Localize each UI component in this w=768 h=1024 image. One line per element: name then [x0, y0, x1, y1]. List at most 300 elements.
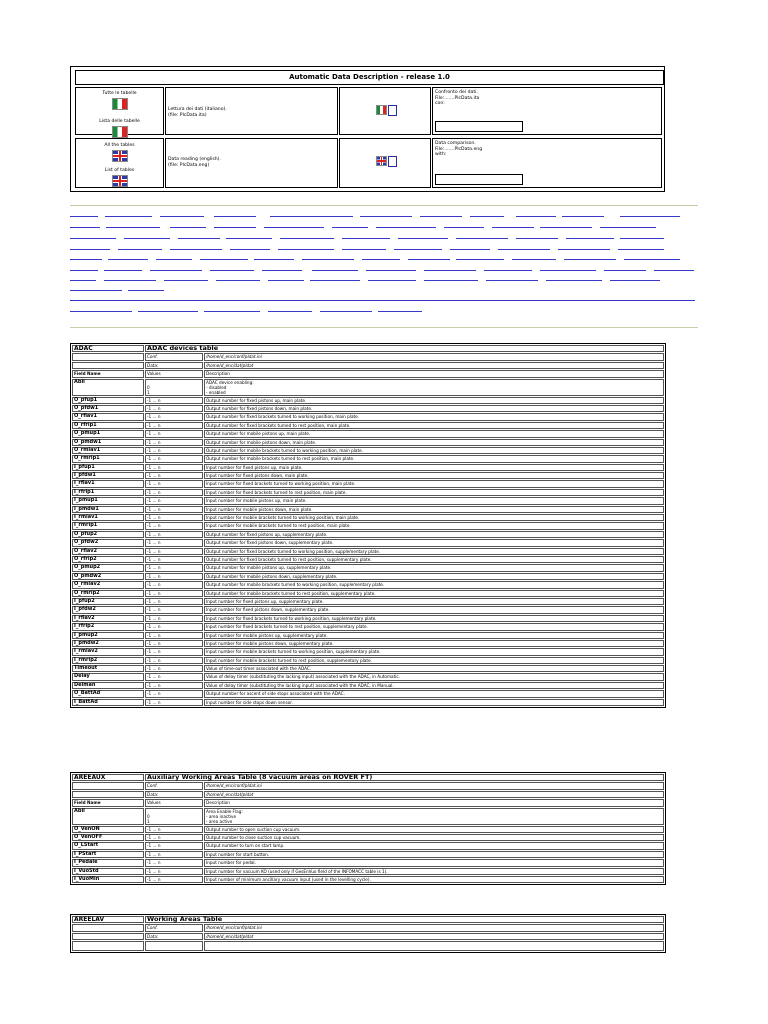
it-compare-title: Confronto dei dati. [435, 90, 478, 95]
table-link[interactable] [262, 270, 302, 271]
field-name: I_VuoStd [72, 868, 144, 875]
table-link[interactable] [562, 216, 604, 217]
table-row [72, 615, 664, 622]
empty-cell [145, 941, 203, 951]
table-row [72, 455, 664, 462]
italian-flag-icon[interactable] [76, 98, 163, 113]
en-read-file: (file: PlcData.eng) [168, 162, 210, 168]
field-name: I_rmlav2 [72, 648, 144, 655]
table-title: ADAC devices table [145, 345, 664, 352]
field-values: -1 ... n [145, 868, 203, 875]
table-row [72, 657, 664, 664]
field-description: Input number for fixed pistons up, main plate. [204, 464, 664, 471]
field-values: 0 1 [145, 808, 203, 825]
field-values: -1 ... n [145, 623, 203, 630]
col-header-values: Values [145, 370, 203, 377]
conf-label: Conf. [145, 924, 203, 931]
it-compare-with: con: [435, 101, 445, 106]
field-name: I_pfdw1 [72, 472, 144, 479]
table-link[interactable] [70, 311, 132, 312]
areelav-table [70, 914, 666, 953]
table-link[interactable] [600, 227, 656, 228]
field-values: -1 ... n [145, 699, 203, 706]
it-read-file: (file: PlcData.ita) [168, 112, 207, 118]
field-description: Output number for mobile pistons up, main plate. [204, 430, 664, 437]
table-row [72, 447, 664, 454]
empty-cell [72, 924, 144, 931]
field-name: I_pmdw1 [72, 506, 144, 513]
field-values: -1 ... n [145, 472, 203, 479]
field-name: I_pfup2 [72, 598, 144, 605]
table-row [72, 506, 664, 513]
table-link[interactable] [378, 311, 422, 312]
field-values: -1 ... n [145, 573, 203, 580]
field-name: I_rmrip1 [72, 522, 144, 529]
table-row [72, 464, 664, 471]
table-link[interactable] [210, 270, 254, 271]
table-link[interactable] [456, 238, 508, 239]
table-link[interactable] [342, 249, 386, 250]
table-link[interactable] [376, 227, 436, 228]
table-link[interactable] [70, 238, 116, 239]
field-values: -1 ... n [145, 439, 203, 446]
data-path: /home/d_enc/dat/pldat [204, 791, 664, 798]
field-name: I_pmdw2 [72, 640, 144, 647]
table-link[interactable] [342, 238, 390, 239]
en-read-button-cell [339, 138, 431, 188]
table-link[interactable] [546, 280, 602, 281]
field-description: Output number for fixed brackets turned to working position, main plate. [204, 413, 664, 420]
field-description: Output number for fixed brackets turned to working position, supplementary plate. [204, 548, 664, 555]
table-link[interactable] [424, 280, 478, 281]
field-name: Abil [72, 808, 144, 825]
table-link[interactable] [604, 270, 646, 271]
field-values: -1 ... n [145, 531, 203, 538]
table-link[interactable] [214, 227, 256, 228]
link-all-tables-it[interactable]: Tutte le tabelle [102, 91, 137, 96]
field-values: -1 ... n [145, 506, 203, 513]
table-link[interactable] [540, 270, 596, 271]
field-name: O_LStart [72, 842, 144, 849]
table-link[interactable] [270, 216, 353, 217]
table-link[interactable] [450, 249, 490, 250]
field-values: -1 ... n [145, 539, 203, 546]
empty-cell [72, 791, 144, 798]
link-list-tables-en[interactable]: List of tables [104, 168, 135, 173]
divider [70, 327, 698, 328]
field-name: O_pfdw2 [72, 539, 144, 546]
field-values: -1 ... n [145, 682, 203, 689]
field-name: O_pfdw1 [72, 405, 144, 412]
field-description: Input number for fixed pistons down, supplementary plate. [204, 606, 664, 613]
field-description: Input number for side stops down sensor. [204, 699, 664, 706]
table-link[interactable] [398, 238, 448, 239]
table-row [72, 868, 664, 875]
table-link[interactable] [70, 216, 98, 217]
field-name: O_rflav1 [72, 413, 144, 420]
areeaux-table [70, 772, 666, 885]
table-row [72, 623, 664, 630]
field-name: O_rfrip1 [72, 422, 144, 429]
table-link[interactable] [470, 216, 504, 217]
table-link[interactable] [204, 311, 260, 312]
field-values: -1 ... n [145, 397, 203, 404]
table-link[interactable] [394, 249, 442, 250]
page-title: Automatic Data Description - release 1.0 [75, 70, 664, 85]
table-link[interactable] [320, 311, 372, 312]
field-values: -1 ... n [145, 548, 203, 555]
field-values: -1 ... n [145, 489, 203, 496]
table-row [72, 514, 664, 521]
field-values: -1 ... n [145, 648, 203, 655]
table-link[interactable] [558, 249, 610, 250]
table-row [72, 422, 664, 429]
table-link[interactable] [302, 259, 354, 260]
table-title: Working Areas Table [145, 916, 664, 923]
table-link[interactable] [486, 280, 538, 281]
field-name: O_pfup1 [72, 397, 144, 404]
data-label: Data: [145, 362, 203, 369]
data-path: /home/d_enc/dat/pldat [204, 933, 664, 940]
table-row [72, 859, 664, 866]
table-row [72, 397, 664, 404]
it-read-button-cell [339, 87, 431, 135]
field-description: Value of delay timer (substituting the lacking input) associated with the ADAC, in Manual. [204, 682, 664, 689]
field-description: Value of delay timer (substituting the lacking input) associated with the ADAC, in Automatic. [204, 673, 664, 680]
table-link[interactable] [620, 238, 664, 239]
table-link[interactable] [70, 290, 122, 291]
table-link[interactable] [492, 227, 534, 228]
empty-cell [72, 933, 144, 940]
table-link[interactable] [264, 227, 324, 228]
table-name: AREEAUX [72, 774, 144, 781]
field-description: Output number to turn on start lamp. [204, 842, 664, 849]
field-values: -1 ... n [145, 851, 203, 858]
field-name: I_rfrip1 [72, 489, 144, 496]
it-compare-cell [432, 87, 662, 135]
table-link[interactable] [105, 216, 152, 217]
table-row [72, 851, 664, 858]
table-link[interactable] [654, 270, 694, 271]
table-link[interactable] [70, 259, 102, 260]
field-values: -1 ... n [145, 556, 203, 563]
table-row [72, 842, 664, 849]
field-values: -1 ... n [145, 826, 203, 833]
field-description: Output number for fixed pistons up, main plate. [204, 397, 664, 404]
table-link[interactable] [618, 249, 664, 250]
field-values: -1 ... n [145, 632, 203, 639]
table-link[interactable] [420, 216, 462, 217]
english-document-icon[interactable] [376, 156, 397, 169]
field-values: -1 ... n [145, 514, 203, 521]
table-row [72, 489, 664, 496]
field-values: -1 ... n [145, 464, 203, 471]
it-compare-input[interactable] [435, 121, 523, 132]
en-compare-with: with: [435, 152, 447, 157]
table-link[interactable] [424, 270, 476, 271]
table-row [72, 539, 664, 546]
field-name: I_rmrip2 [72, 657, 144, 664]
field-name: O_rflav2 [72, 548, 144, 555]
it-compare-file: File:.......PlcData.ita [435, 95, 480, 101]
field-values: -1 ... n [145, 615, 203, 622]
table-link[interactable] [70, 270, 98, 271]
table-link[interactable] [566, 238, 614, 239]
field-description: Output number for mobile brackets turned to working position, supplementary plate. [204, 581, 664, 588]
empty-cell [72, 362, 144, 369]
table-link[interactable] [104, 280, 156, 281]
table-row [72, 640, 664, 647]
table-row [72, 826, 664, 833]
table-row [72, 690, 664, 697]
table-link[interactable] [312, 270, 358, 271]
field-values: -1 ... n [145, 455, 203, 462]
field-values: -1 ... n [145, 690, 203, 697]
table-name: AREELAV [72, 916, 144, 923]
en-compare-cell [432, 138, 662, 188]
table-link[interactable] [456, 259, 504, 260]
field-name: I_pfup1 [72, 464, 144, 471]
empty-cell [72, 353, 144, 360]
link-list-tables-it[interactable]: Lista delle tabelle [99, 119, 140, 124]
en-read-desc: Data reading (english). [168, 157, 221, 162]
field-name: Timeout [72, 665, 144, 672]
table-row [72, 548, 664, 555]
table-row [72, 606, 664, 613]
table-link[interactable] [484, 270, 532, 271]
field-description: Input number for mobile brackets turned to rest position, supplementary plate. [204, 657, 664, 664]
col-header-description: Description [204, 799, 664, 806]
field-name: O_VenOFF [72, 834, 144, 841]
table-link[interactable] [128, 290, 164, 291]
en-compare-input[interactable] [435, 174, 523, 185]
table-link[interactable] [70, 227, 100, 228]
table-link[interactable] [516, 216, 556, 217]
table-link[interactable] [408, 259, 450, 260]
field-values: -1 ... n [145, 405, 203, 412]
table-row [72, 439, 664, 446]
field-name: O_VenON [72, 826, 144, 833]
empty-cell [72, 782, 144, 789]
data-label: Data: [145, 933, 203, 940]
table-link[interactable] [540, 227, 592, 228]
field-description: Input number for mobile pistons up, supplementary plate. [204, 632, 664, 639]
field-values: -1 ... n [145, 522, 203, 529]
field-description: Value of time-out timer associated with the ADAC. [204, 665, 664, 672]
table-link[interactable] [498, 249, 550, 250]
field-description: Input number for fixed pistons down, main plate. [204, 472, 664, 479]
field-values: 0 1 [145, 379, 203, 396]
field-values: -1 ... n [145, 564, 203, 571]
italian-document-icon[interactable] [376, 105, 397, 118]
table-row [72, 573, 664, 580]
divider [70, 205, 698, 206]
table-row [72, 581, 664, 588]
table-link[interactable] [610, 280, 660, 281]
field-description: Input number for mobile brackets turned to working position, supplementary plate. [204, 648, 664, 655]
table-link[interactable] [216, 280, 260, 281]
table-link[interactable] [164, 280, 208, 281]
table-row [72, 480, 664, 487]
data-path: /home/d_enc/dat/pldat [204, 362, 664, 369]
table-link[interactable] [254, 259, 294, 260]
table-row [72, 590, 664, 597]
field-name: I_rmlav1 [72, 514, 144, 521]
field-description: Output number for mobile pistons down, main plate. [204, 439, 664, 446]
table-link[interactable] [278, 249, 334, 250]
field-name: I_BattAd [72, 699, 144, 706]
table-title: Auxiliary Working Areas Table (8 vacuum areas on ROVER FT) [145, 774, 664, 781]
table-row [72, 430, 664, 437]
field-values: -1 ... n [145, 834, 203, 841]
table-link[interactable] [516, 238, 558, 239]
field-name: I_pfdw2 [72, 606, 144, 613]
field-name: I_Pedale [72, 859, 144, 866]
field-values: -1 ... n [145, 581, 203, 588]
english-flag-icon[interactable] [76, 175, 163, 190]
field-values: -1 ... n [145, 673, 203, 680]
field-description: Input number of minimum ancillary vacuum input (used in the levelling cycle). [204, 876, 664, 883]
table-link[interactable] [366, 270, 416, 271]
table-link[interactable] [310, 280, 360, 281]
field-description: Output number for mobile brackets turned to rest position, supplementary plate. [204, 590, 664, 597]
table-link[interactable] [332, 227, 368, 228]
table-link[interactable] [70, 280, 96, 281]
field-name: O_pmup1 [72, 430, 144, 437]
field-description: Input number for mobile brackets turned to rest position, main plate. [204, 522, 664, 529]
col-header-field: Field Name [72, 799, 144, 806]
field-values: -1 ... n [145, 480, 203, 487]
table-link[interactable] [226, 238, 272, 239]
table-row [72, 673, 664, 680]
conf-label: Conf. [145, 782, 203, 789]
en-tables-cell [75, 138, 164, 188]
table-link[interactable] [512, 259, 556, 260]
table-link[interactable] [70, 300, 695, 301]
table-link[interactable] [230, 249, 270, 250]
link-all-tables-en[interactable]: All the tables [104, 143, 135, 148]
field-name: I_pmup2 [72, 632, 144, 639]
field-name: O_rmrip1 [72, 455, 144, 462]
field-description: Input number for fixed brackets turned to rest position, main plate. [204, 489, 664, 496]
table-row [72, 648, 664, 655]
table-row [72, 699, 664, 706]
table-link[interactable] [108, 259, 148, 260]
field-description: Input number for pedal. [204, 859, 664, 866]
table-link[interactable] [362, 259, 400, 260]
table-row [72, 556, 664, 563]
it-tables-cell [75, 87, 164, 135]
table-link[interactable] [444, 227, 484, 228]
field-name: I_rfrip2 [72, 623, 144, 630]
field-values: -1 ... n [145, 422, 203, 429]
field-name: O_rfrip2 [72, 556, 144, 563]
table-link[interactable] [106, 227, 160, 228]
field-description: Input number for fixed brackets turned to working position, main plate. [204, 480, 664, 487]
conf-path: /home/d_enc/conf/pldat.ini [204, 782, 664, 789]
col-header-field: Field Name [72, 370, 144, 377]
table-link[interactable] [70, 249, 110, 250]
table-link[interactable] [268, 280, 304, 281]
field-description: Input number for vacuum KO (used only if GesEnVuo field of the INFOMACC table is 1). [204, 868, 664, 875]
field-description: Output number to close suction cup vacuum. [204, 834, 664, 841]
table-link[interactable] [620, 216, 680, 217]
field-description: Output number for fixed brackets turned to rest position, supplementary plate. [204, 556, 664, 563]
empty-cell [72, 941, 144, 951]
field-description: Output number for mobile brackets turned to rest position, main plate. [204, 455, 664, 462]
field-name: I_rflav1 [72, 480, 144, 487]
field-name: O_pmdw1 [72, 439, 144, 446]
field-name: I_rflav2 [72, 615, 144, 622]
field-description: Input number for mobile brackets turned to working position, main plate. [204, 514, 664, 521]
table-row [72, 598, 664, 605]
table-row [72, 497, 664, 504]
conf-label: Conf. [145, 353, 203, 360]
table-link[interactable] [170, 249, 222, 250]
table-link[interactable] [170, 227, 206, 228]
table-row [72, 834, 664, 841]
table-link[interactable] [160, 216, 204, 217]
field-values: -1 ... n [145, 876, 203, 883]
field-name: Abil [72, 379, 144, 396]
table-link[interactable] [118, 249, 162, 250]
table-link[interactable] [268, 311, 312, 312]
table-row [72, 531, 664, 538]
empty-cell [204, 941, 664, 951]
table-row [72, 472, 664, 479]
field-name: Delay [72, 673, 144, 680]
field-description: Output number for mobile pistons down, supplementary plate. [204, 573, 664, 580]
col-header-description: Description [204, 370, 664, 377]
field-name: Delman [72, 682, 144, 689]
table-link[interactable] [368, 280, 416, 281]
conf-path: /home/d_enc/conf/pldat.ini [204, 353, 664, 360]
english-flag-icon[interactable] [76, 150, 163, 165]
table-link[interactable] [624, 259, 680, 260]
field-name: O_rmlav2 [72, 581, 144, 588]
table-row [72, 405, 664, 412]
table-link[interactable] [124, 238, 170, 239]
field-description: Output number for mobile brackets turned to working position, main plate. [204, 447, 664, 454]
adac-table [70, 343, 666, 708]
en-compare-file: File:.......PlcData.eng [435, 146, 483, 152]
table-link[interactable] [178, 238, 220, 239]
table-row [72, 665, 664, 672]
table-link[interactable] [214, 216, 256, 217]
table-link[interactable] [564, 259, 616, 260]
field-description: Output number for ascent of side stops associated with the ADAC. [204, 690, 664, 697]
it-read-desc: Lettura dei dati (italiano). [168, 107, 227, 112]
table-link[interactable] [156, 259, 192, 260]
it-read-cell [165, 87, 338, 135]
field-values: -1 ... n [145, 859, 203, 866]
field-name: O_rmlav1 [72, 447, 144, 454]
col-header-values: Values [145, 799, 203, 806]
field-description: Output number for fixed pistons down, supplementary plate. [204, 539, 664, 546]
table-link[interactable] [200, 259, 248, 260]
table-link[interactable] [280, 238, 334, 239]
table-link[interactable] [138, 311, 198, 312]
field-description: Output number for fixed brackets turned to rest position, main plate. [204, 422, 664, 429]
field-description: Input number for mobile pistons up, main plate. [204, 497, 664, 504]
field-name: O_rmrip2 [72, 590, 144, 597]
table-link[interactable] [360, 216, 412, 217]
table-link[interactable] [104, 270, 142, 271]
field-description: Input number for fixed brackets turned to working position, supplementary plate. [204, 615, 664, 622]
field-description: Output number for fixed pistons down, main plate. [204, 405, 664, 412]
table-link[interactable] [150, 270, 202, 271]
field-values: -1 ... n [145, 657, 203, 664]
